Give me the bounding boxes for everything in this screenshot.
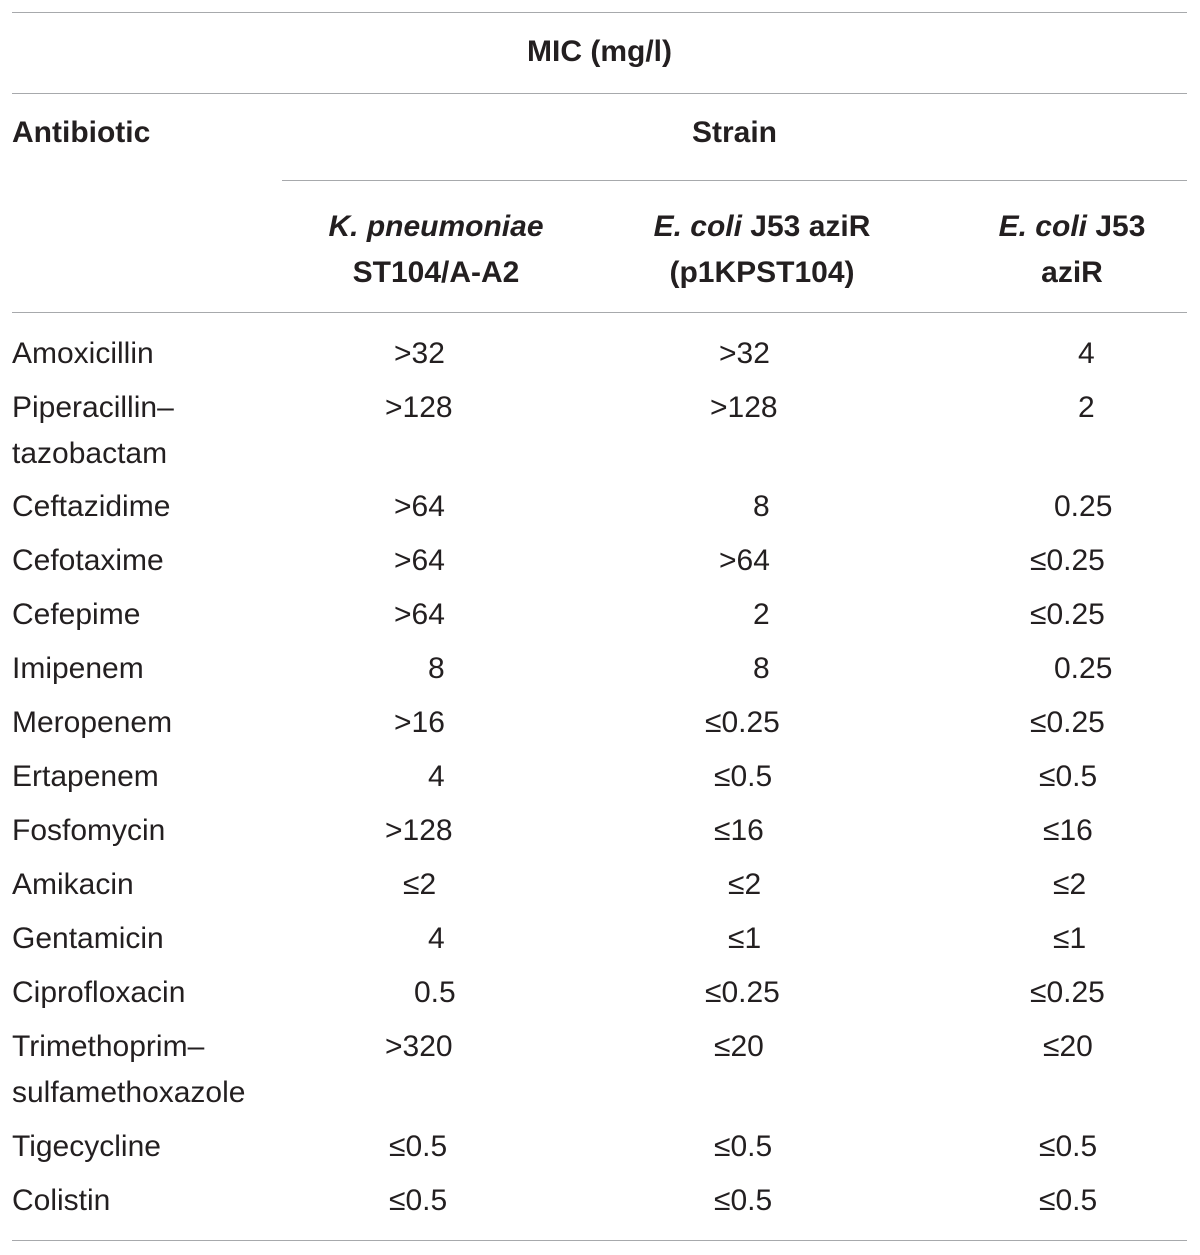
mic-value-k-pneumoniae: 4 <box>428 760 445 793</box>
mic-value-e-coli-transconjugant: ≤16 <box>714 814 764 847</box>
column-header-line2: aziR <box>1041 256 1103 289</box>
antibiotic-name: Ertapenem <box>12 760 159 793</box>
mic-value-k-pneumoniae: >128 <box>385 814 453 847</box>
antibiotic-name: Trimethoprim–sulfamethoxazole <box>12 1030 246 1109</box>
antibiotic-name: Amoxicillin <box>12 337 154 370</box>
column-header-e-coli-recipient <box>942 204 1200 296</box>
mic-value-e-coli-recipient: ≤2 <box>1053 868 1087 901</box>
mic-value-k-pneumoniae: >320 <box>385 1030 453 1063</box>
antibiotic-name: Colistin <box>12 1184 111 1217</box>
column-header-strain-id: J53 <box>1086 210 1146 243</box>
mic-value-k-pneumoniae: ≤0.5 <box>389 1130 448 1163</box>
mic-value-e-coli-recipient: ≤0.5 <box>1039 1184 1098 1217</box>
mic-value-k-pneumoniae: ≤2 <box>403 868 437 901</box>
mic-value-e-coli-recipient: 0.25 <box>1054 490 1113 523</box>
antibiotic-name: Ceftazidime <box>12 490 171 523</box>
mic-value-e-coli-transconjugant: ≤2 <box>728 868 762 901</box>
mic-value-e-coli-recipient: ≤0.25 <box>1030 976 1105 1009</box>
mic-value-k-pneumoniae: >64 <box>394 490 445 523</box>
column-header-line2: ST104/A-A2 <box>352 256 520 289</box>
mic-value-e-coli-transconjugant: ≤0.5 <box>714 760 773 793</box>
antibiotic-name: Amikacin <box>12 868 134 901</box>
mic-value-e-coli-transconjugant: 2 <box>753 598 770 631</box>
antibiotic-name: Piperacillin–tazobactam <box>12 391 174 470</box>
antibiotic-name: Meropenem <box>12 706 173 739</box>
mic-value-e-coli-recipient: ≤1 <box>1053 922 1087 955</box>
mic-value-e-coli-transconjugant: 8 <box>753 490 770 523</box>
antibiotic-name: Ciprofloxacin <box>12 976 186 1009</box>
mic-value-e-coli-recipient: ≤16 <box>1043 814 1093 847</box>
mic-value-k-pneumoniae: >16 <box>394 706 445 739</box>
strain-rule <box>282 180 1187 181</box>
strain-header: Strain <box>691 116 778 149</box>
mic-value-k-pneumoniae: >128 <box>385 391 453 424</box>
column-header-species: E. coli <box>653 210 742 243</box>
mic-value-k-pneumoniae: 0.5 <box>414 976 456 1009</box>
antibiotic-header: Antibiotic <box>12 116 151 149</box>
mic-value-k-pneumoniae: 4 <box>428 922 445 955</box>
mic-value-e-coli-recipient: ≤20 <box>1043 1030 1093 1063</box>
mic-value-e-coli-transconjugant: ≤1 <box>728 922 762 955</box>
antibiotic-name: Fosfomycin <box>12 814 166 847</box>
mic-value-e-coli-transconjugant: >32 <box>719 337 770 370</box>
mic-header: MIC (mg/l) <box>527 35 672 68</box>
mic-value-k-pneumoniae: >64 <box>394 598 445 631</box>
mic-value-e-coli-recipient: ≤0.25 <box>1030 598 1105 631</box>
mic-value-e-coli-recipient: ≤0.25 <box>1030 544 1105 577</box>
mic-value-k-pneumoniae: >32 <box>394 337 445 370</box>
mic-value-e-coli-recipient: 0.25 <box>1054 652 1113 685</box>
antibiotic-name: Cefepime <box>12 598 141 631</box>
column-header-rule <box>12 312 1187 313</box>
mic-value-e-coli-recipient: 2 <box>1078 391 1095 424</box>
mic-value-e-coli-recipient: 4 <box>1078 337 1095 370</box>
table-bottom-rule <box>12 1240 1187 1241</box>
mic-value-k-pneumoniae: >64 <box>394 544 445 577</box>
column-header-species: E. coli <box>998 210 1087 243</box>
antibiotic-name: Cefotaxime <box>12 544 164 577</box>
mic-value-e-coli-transconjugant: ≤20 <box>714 1030 764 1063</box>
mic-value-k-pneumoniae: ≤0.5 <box>389 1184 448 1217</box>
table-top-rule <box>12 12 1187 13</box>
antibiotic-name: Gentamicin <box>12 922 164 955</box>
mic-value-e-coli-recipient: ≤0.25 <box>1030 706 1105 739</box>
mic-value-e-coli-transconjugant: ≤0.5 <box>714 1130 773 1163</box>
antibiotic-name: Tigecycline <box>12 1130 161 1163</box>
antibiotic-name: Imipenem <box>12 652 144 685</box>
mic-value-e-coli-transconjugant: ≤0.5 <box>714 1184 773 1217</box>
mic-value-k-pneumoniae: 8 <box>428 652 445 685</box>
column-header-k-pneumoniae <box>281 204 591 296</box>
mic-value-e-coli-recipient: ≤0.5 <box>1039 1130 1098 1163</box>
mic-value-e-coli-recipient: ≤0.5 <box>1039 760 1098 793</box>
column-header-e-coli-transconjugant <box>592 204 932 296</box>
column-header-strain-id: J53 aziR <box>741 210 871 243</box>
mic-value-e-coli-transconjugant: >128 <box>710 391 778 424</box>
mic-value-e-coli-transconjugant: >64 <box>719 544 770 577</box>
column-header-line2: (p1KPST104) <box>669 256 855 289</box>
column-header-species: K. pneumoniae <box>328 210 544 243</box>
mic-value-e-coli-transconjugant: 8 <box>753 652 770 685</box>
mic-value-e-coli-transconjugant: ≤0.25 <box>705 706 780 739</box>
header-rule <box>12 93 1187 94</box>
mic-value-e-coli-transconjugant: ≤0.25 <box>705 976 780 1009</box>
